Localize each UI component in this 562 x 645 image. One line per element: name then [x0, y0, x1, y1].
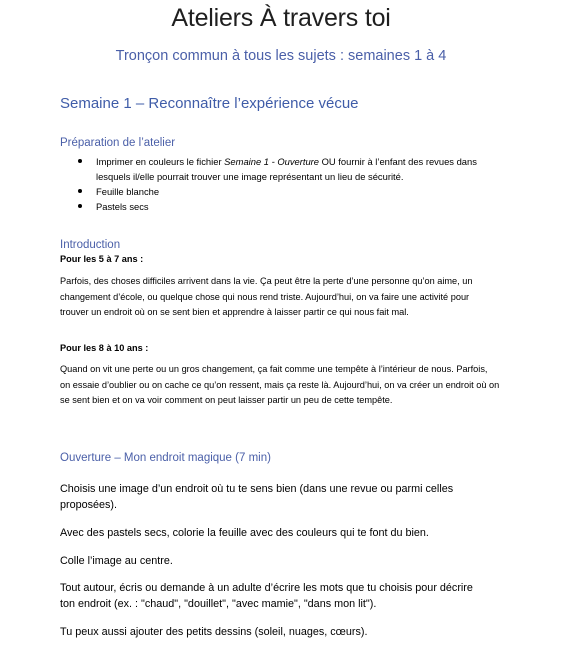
- list-item: [78, 184, 498, 199]
- list-item: [78, 199, 498, 214]
- opening-paragraph: Tu peux aussi ajouter des petits dessins (soleil, nuages, cœurs).: [60, 626, 368, 638]
- introduction-heading: Introduction: [60, 239, 121, 251]
- item-text: Imprimer en couleurs le fichier: [96, 156, 225, 167]
- intro-paragraph: Parfois, des choses difficiles arrivent dans la vie. Ça peut être la perte d’une personne qu’on aime, un changement d’école, ou quelque chose qui nous rend triste. Aujourd’hui, on va faire une activité pour trouver un endroit où on se sent bien et apprendre à laisser partir ce qui nous fait mal.: [60, 276, 473, 317]
- opening-paragraph: Avec des pastels secs, colorie la feuille avec des couleurs qui te font du bien.: [60, 527, 429, 539]
- opening-paragraph: Choisis une image d’un endroit où tu te sens bien (dans une revue ou parmi celles proposées).: [60, 483, 454, 511]
- age-group-label: Pour les 8 à 10 ans :: [60, 343, 149, 353]
- bullet-icon: [78, 159, 82, 163]
- opening-paragraph: Colle l’image au centre.: [60, 555, 173, 567]
- preparation-list: [78, 154, 498, 214]
- document-title: Ateliers À travers toi: [171, 4, 391, 32]
- item-text: Pastels secs: [96, 201, 149, 212]
- preparation-heading: Préparation de l’atelier: [60, 137, 176, 149]
- item-text: OU fournir à l’enfant des revues dans lesquels il/elle pourrait trouver une image représentant un lieu de sécurité.: [96, 156, 477, 182]
- week-heading: Semaine 1 – Reconnaître l’expérience vécue: [60, 95, 359, 112]
- opening-paragraph: Tout autour, écris ou demande à un adulte d’écrire les mots que tu choisis pour décrire ton endroit (ex. : "chaud", "douillet", "avec mamie", "dans mon lit").: [60, 582, 473, 610]
- item-text: Feuille blanche: [96, 186, 160, 197]
- list-item: [78, 154, 498, 184]
- bullet-icon: [78, 189, 82, 193]
- age-group-label: Pour les 5 à 7 ans :: [60, 254, 144, 264]
- document-subtitle: Tronçon commun à tous les sujets : semaines 1 à 4: [115, 48, 447, 64]
- bullet-icon: [78, 204, 82, 208]
- opening-heading: Ouverture – Mon endroit magique (7 min): [60, 452, 271, 464]
- intro-paragraph: Quand on vit une perte ou un gros changement, ça fait comme une tempête à l’intérieur de nous. Parfois, on essaie d’oublier ou on cache ce qu’on ressent, mais ça reste là. Aujourd’hui, on va créer un endroit où on se sent bien et on va voir comment on peut laisser partir un peu de cette tempête.: [60, 364, 500, 405]
- file-name: Semaine 1 - Ouverture: [224, 156, 320, 167]
